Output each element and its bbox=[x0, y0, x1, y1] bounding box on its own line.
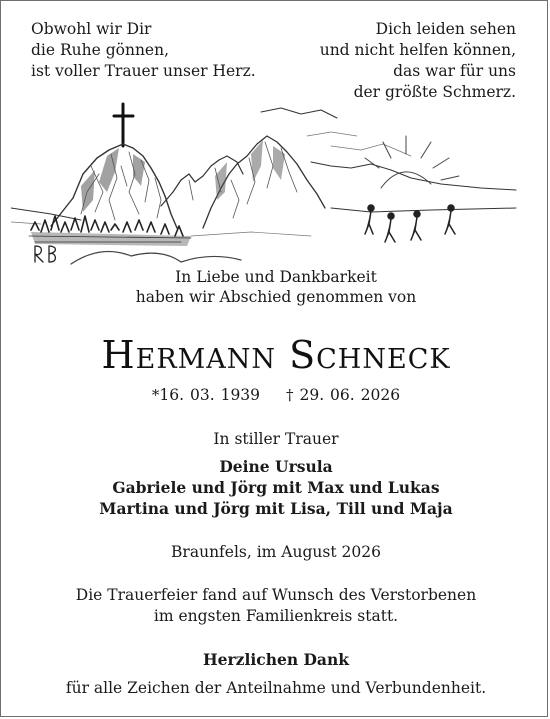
thanks-text: für alle Zeichen der Anteilnahme und Verbundenheit. bbox=[65, 679, 487, 697]
service-line: im engsten Familienkreis statt. bbox=[153, 607, 399, 625]
verse-left-line: ist voller Trauer unser Herz. bbox=[31, 62, 256, 80]
verse-left bbox=[31, 19, 256, 82]
birth-date: 16. 03. 1939 bbox=[159, 386, 261, 404]
life-dates bbox=[1, 385, 550, 405]
summit-cross-icon bbox=[114, 104, 133, 146]
intro-line: In Liebe und Dankbarkeit bbox=[175, 268, 377, 286]
family-list bbox=[1, 456, 550, 519]
verse-left-line: Obwohl wir Dir bbox=[31, 20, 152, 38]
birth-symbol: * bbox=[151, 386, 160, 404]
place-date: Braunfels, im August 2026 bbox=[171, 543, 381, 561]
service-notice bbox=[1, 585, 550, 627]
verse-left-line: die Ruhe gönnen, bbox=[31, 41, 170, 59]
verse-right-line: das war für uns bbox=[393, 62, 516, 80]
family-line: Deine Ursula bbox=[219, 457, 333, 476]
verse-right-line: der größte Schmerz. bbox=[353, 83, 516, 101]
death-symbol: † bbox=[286, 386, 294, 404]
artist-signature bbox=[35, 246, 55, 262]
middle-range bbox=[161, 156, 243, 206]
distant-ridge bbox=[261, 108, 516, 190]
family-line: Martina und Jörg mit Lisa, Till und Maja bbox=[99, 499, 453, 518]
death-date: 29. 06. 2026 bbox=[299, 386, 401, 404]
intro-line: haben wir Abschied genommen von bbox=[135, 288, 417, 306]
deceased-name: Hermann Schneck bbox=[101, 333, 451, 377]
intro-text bbox=[1, 267, 550, 307]
mountain-sketch-illustration bbox=[11, 96, 521, 271]
mourning-label: In stiller Trauer bbox=[213, 430, 339, 448]
verse-right-line: und nicht helfen können, bbox=[319, 41, 516, 59]
verse-right bbox=[320, 19, 516, 103]
thanks-heading: Herzlichen Dank bbox=[203, 650, 349, 669]
verse-right-line: Dich leiden sehen bbox=[375, 20, 516, 38]
sun-icon bbox=[365, 136, 459, 188]
family-line: Gabriele und Jörg mit Max und Lukas bbox=[112, 478, 440, 497]
service-line: Die Trauerfeier fand auf Wunsch des Verstorbenen bbox=[75, 586, 477, 604]
